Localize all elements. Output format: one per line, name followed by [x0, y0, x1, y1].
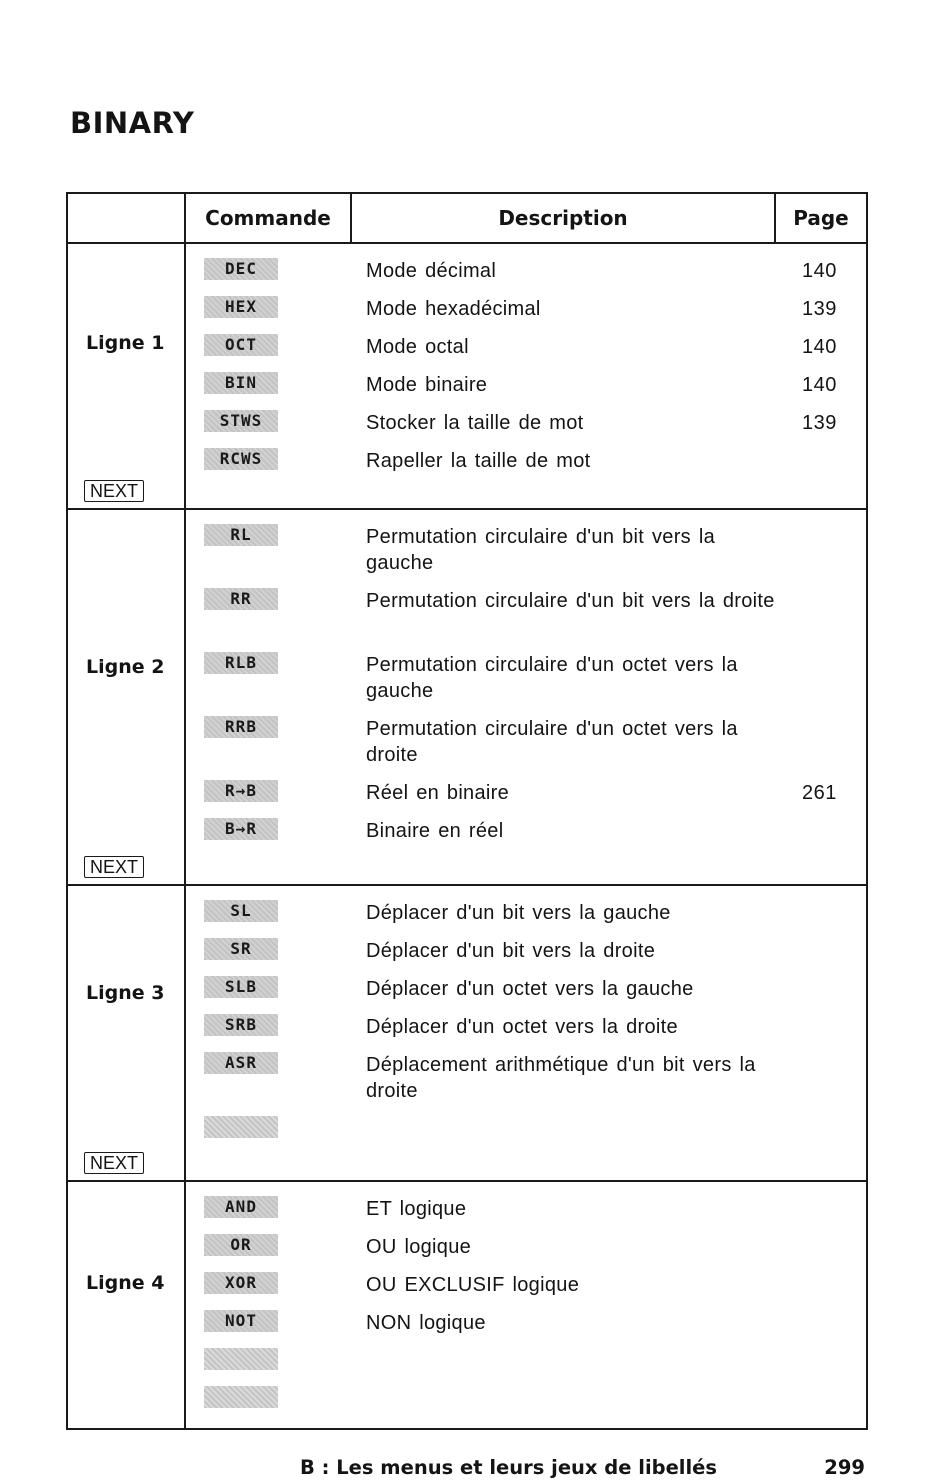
command-cell: [186, 938, 352, 960]
command-row: [186, 448, 866, 486]
command-description: Permutation circulaire d'un bit vers la droite: [366, 590, 775, 612]
command-row: [186, 372, 866, 410]
menu-key[interactable]: NOT: [204, 1310, 278, 1332]
command-cell: [186, 1310, 352, 1332]
footer-text: B : Les menus et leurs jeux de libellés: [300, 1456, 718, 1479]
ligne-cell: [67, 885, 185, 1181]
command-description: Déplacer d'un octet vers la gauche: [366, 978, 694, 1000]
command-cell: [186, 1272, 352, 1294]
menu-key[interactable]: HEX: [204, 296, 278, 318]
header-description: Description: [351, 193, 775, 243]
command-cell: [186, 900, 352, 922]
ligne-cell: [67, 1181, 185, 1429]
command-description: Mode octal: [366, 336, 469, 358]
menu-key[interactable]: R→B: [204, 780, 278, 802]
command-page: 139: [802, 412, 837, 434]
command-description: Mode décimal: [366, 260, 497, 282]
command-row: [186, 1052, 866, 1116]
menu-key[interactable]: SLB: [204, 976, 278, 998]
command-cell: [186, 1014, 352, 1036]
menu-key[interactable]: SR: [204, 938, 278, 960]
menu-key[interactable]: RCWS: [204, 448, 278, 470]
command-description: Déplacer d'un bit vers la gauche: [366, 902, 671, 924]
command-description: Permutation circulaire d'un bit vers la gauche: [366, 526, 715, 574]
header-empty: [67, 193, 185, 243]
menu-key[interactable]: XOR: [204, 1272, 278, 1294]
menu-table: [66, 192, 868, 1430]
command-row: [186, 410, 866, 448]
command-list: [185, 509, 867, 885]
menu-key[interactable]: STWS: [204, 410, 278, 432]
menu-groups: [67, 243, 867, 1429]
menu-key[interactable]: SRB: [204, 1014, 278, 1036]
next-key[interactable]: NEXT: [84, 1152, 144, 1174]
menu-group-3: [67, 885, 867, 1181]
menu-group-4: [67, 1181, 867, 1429]
command-page: 139: [802, 298, 837, 320]
command-list: [185, 885, 867, 1181]
menu-key[interactable]: ASR: [204, 1052, 278, 1074]
command-cell: [186, 524, 352, 546]
command-cell: [186, 818, 352, 840]
command-cell: [186, 1116, 352, 1143]
header-command: Commande: [185, 193, 351, 243]
command-row: [186, 1234, 866, 1272]
command-page: 140: [802, 336, 837, 358]
menu-group-2: [67, 509, 867, 885]
command-row: [186, 296, 866, 334]
command-row: [186, 1272, 866, 1310]
blank-menu-key[interactable]: [204, 1116, 278, 1138]
header-row: [67, 193, 867, 243]
menu-key[interactable]: RL: [204, 524, 278, 546]
ligne-label: Ligne 4: [86, 1272, 165, 1294]
menu-key[interactable]: SL: [204, 900, 278, 922]
command-description: OU EXCLUSIF logique: [366, 1274, 580, 1296]
ligne-label: Ligne 3: [86, 982, 165, 1004]
command-row: [186, 1014, 866, 1052]
menu-key[interactable]: BIN: [204, 372, 278, 394]
command-description: Binaire en réel: [366, 820, 504, 842]
menu-key[interactable]: AND: [204, 1196, 278, 1218]
command-cell: [186, 372, 352, 394]
command-description: Stocker la taille de mot: [366, 412, 584, 434]
command-cell: [186, 716, 352, 738]
page-footer: [300, 1456, 865, 1479]
command-cell: [186, 334, 352, 356]
command-list: [185, 243, 867, 509]
command-description: Permutation circulaire d'un octet vers la gauche: [366, 654, 738, 702]
menu-key[interactable]: RRB: [204, 716, 278, 738]
command-description: Déplacer d'un bit vers la droite: [366, 940, 656, 962]
command-cell: [186, 410, 352, 432]
menu-key[interactable]: B→R: [204, 818, 278, 840]
command-description: Rapeller la taille de mot: [366, 450, 591, 472]
menu-key[interactable]: OCT: [204, 334, 278, 356]
command-description: Réel en binaire: [366, 782, 510, 804]
blank-menu-key[interactable]: [204, 1348, 278, 1370]
blank-menu-key[interactable]: [204, 1386, 278, 1408]
command-description: Mode hexadécimal: [366, 298, 541, 320]
command-cell: [186, 1196, 352, 1218]
command-row: [186, 334, 866, 372]
command-cell: [186, 588, 352, 610]
command-row: [186, 588, 866, 652]
command-row: [186, 652, 866, 716]
command-cell: [186, 976, 352, 998]
header-page: Page: [775, 193, 867, 243]
ligne-cell: [67, 509, 185, 885]
command-description: Permutation circulaire d'un octet vers la droite: [366, 718, 738, 766]
command-row: [186, 818, 866, 856]
command-row: [186, 716, 866, 780]
command-cell: [186, 1234, 352, 1256]
footer-page-number: 299: [824, 1456, 865, 1479]
command-cell: [186, 780, 352, 802]
command-list: [185, 1181, 867, 1429]
command-row: [186, 1348, 866, 1386]
command-description: OU logique: [366, 1236, 472, 1258]
command-cell: [186, 1052, 352, 1074]
command-row: [186, 780, 866, 818]
command-page: 261: [802, 782, 837, 804]
command-description: ET logique: [366, 1198, 467, 1220]
next-key[interactable]: NEXT: [84, 856, 144, 878]
command-row: [186, 1310, 866, 1348]
command-page: 140: [802, 374, 837, 396]
command-row: [186, 1386, 866, 1424]
menu-key[interactable]: OR: [204, 1234, 278, 1256]
section-title: BINARY: [70, 106, 195, 140]
command-cell: [186, 1348, 352, 1375]
command-page: 140: [802, 260, 837, 282]
command-row: [186, 976, 866, 1014]
menu-key[interactable]: RLB: [204, 652, 278, 674]
command-row: [186, 258, 866, 296]
ligne-label: Ligne 2: [86, 656, 165, 678]
command-cell: [186, 448, 352, 470]
command-description: Mode binaire: [366, 374, 488, 396]
command-description: Déplacement arithmétique d'un bit vers la droite: [366, 1054, 756, 1102]
command-description: NON logique: [366, 1312, 486, 1334]
command-cell: [186, 652, 352, 674]
command-row: [186, 1116, 866, 1154]
command-row: [186, 524, 866, 588]
command-row: [186, 938, 866, 976]
command-description: Déplacer d'un octet vers la droite: [366, 1016, 678, 1038]
next-key[interactable]: NEXT: [84, 480, 144, 502]
ligne-cell: [67, 243, 185, 509]
command-cell: [186, 296, 352, 318]
ligne-label: Ligne 1: [86, 332, 165, 354]
command-row: [186, 900, 866, 938]
menu-key[interactable]: RR: [204, 588, 278, 610]
command-cell: [186, 258, 352, 280]
command-row: [186, 1196, 866, 1234]
command-cell: [186, 1386, 352, 1413]
menu-group-1: [67, 243, 867, 509]
menu-key[interactable]: DEC: [204, 258, 278, 280]
